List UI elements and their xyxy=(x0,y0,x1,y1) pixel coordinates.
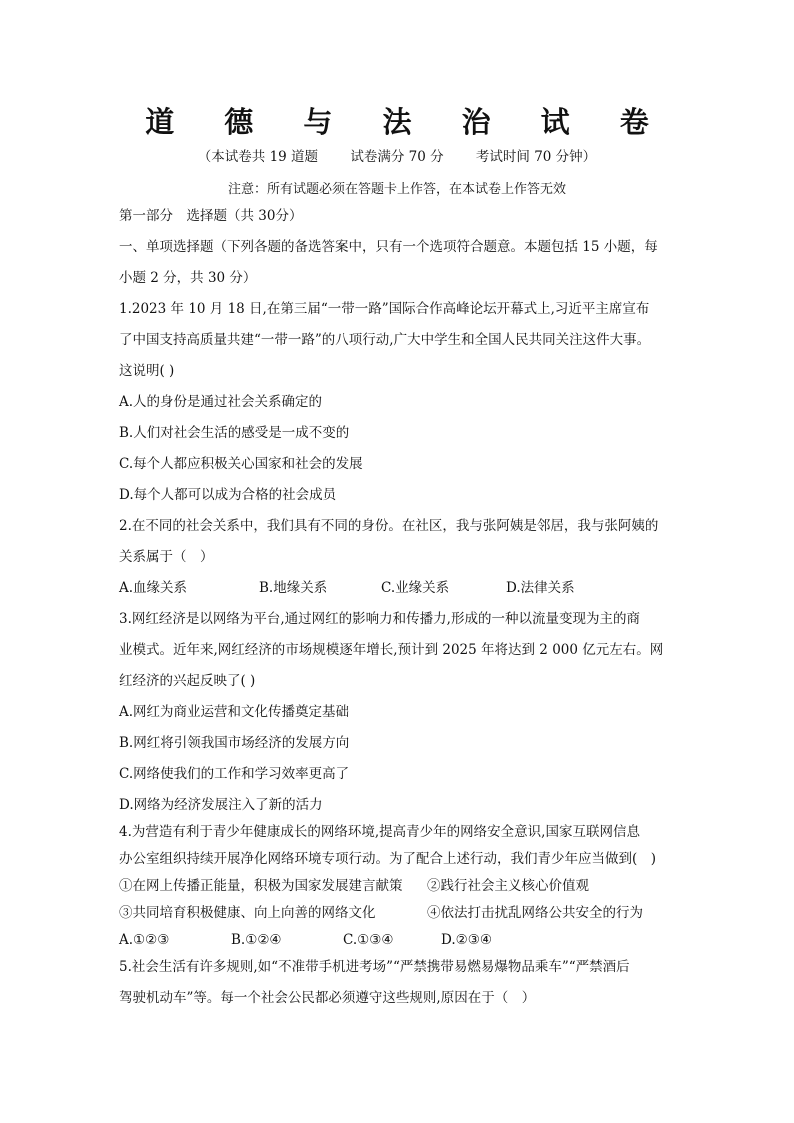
exam-notice: 注意：所有试题必须在答题卡上作答，在本试卷上作答无效 xyxy=(227,182,566,197)
q4-item-4: ④依法打击扰乱网络公共安全的行为 xyxy=(427,905,643,921)
q1-stem-line-3: 这说明( ) xyxy=(119,363,175,379)
q4-items-row-2 xyxy=(119,903,689,930)
q4-option-c: C.①③④ xyxy=(343,932,394,948)
section-heading-line-1: 一、单项选择题（下列各题的备选答案中，只有一个选项符合题意。本题包括 15 小题，每 xyxy=(119,239,658,255)
q1-option-d: D.每个人都可以成为合格的社会成员 xyxy=(119,487,337,503)
part-heading: 第一部分 选择题（共 30分） xyxy=(119,208,303,224)
q2-option-c: C.业缘关系 xyxy=(381,580,450,596)
q1-option-a: A.人的身份是通过社会关系确定的 xyxy=(119,394,323,410)
q3-option-c: C.网络使我们的工作和学习效率更高了 xyxy=(119,766,350,782)
exam-body xyxy=(119,206,689,1019)
q2-option-b: B.地缘关系 xyxy=(259,580,328,596)
q3-stem-line-2: 业模式。近年来,网红经济的市场规模逐年增长,预计到 2025 年将达到 2 000 亿元左右。网 xyxy=(119,642,664,658)
q2-stem-line-1: 2.在不同的社会关系中，我们具有不同的身份。在社区，我与张阿姨是邻居，我与张阿姨的 xyxy=(119,518,659,534)
question-count: （本试卷共 19 道题 xyxy=(197,149,319,165)
q3-option-b: B.网红将引领我国市场经济的发展方向 xyxy=(119,735,350,751)
q5-stem-line-2: 驾驶机动车”等。每一个社会公民都必须遵守这些规则,原因在于（ ） xyxy=(119,990,536,1006)
q2-option-d: D.法律关系 xyxy=(506,580,575,596)
q4-item-1: ①在网上传播正能量，积极为国家发展建言献策 xyxy=(119,878,403,894)
section-heading-line-2: 小题 2 分，共 30 分） xyxy=(119,270,257,286)
q3-option-a: A.网红为商业运营和文化传播奠定基础 xyxy=(119,704,350,720)
exam-duration: 考试时间 70 分钟） xyxy=(475,149,597,165)
q2-option-a: A.血缘关系 xyxy=(119,580,188,596)
q4-option-a: A.①②③ xyxy=(119,932,170,948)
q3-stem-line-1: 3.网红经济是以网络为平台,通过网红的影响力和传播力,形成的一种以流量变现为主的商 xyxy=(119,611,640,627)
q4-option-d: D.②③④ xyxy=(441,932,492,948)
q1-option-b: B.人们对社会生活的感受是一成不变的 xyxy=(119,425,350,441)
exam-info xyxy=(0,145,794,165)
q3-option-d: D.网络为经济发展注入了新的活力 xyxy=(119,797,323,813)
q3-stem-line-3: 红经济的兴起反映了( ) xyxy=(119,673,256,689)
q4-option-b: B.①②④ xyxy=(231,932,282,948)
q2-stem-line-2: 关系属于（ ） xyxy=(119,549,214,565)
q1-option-c: C.每个人都应积极关心国家和社会的发展 xyxy=(119,456,363,472)
q1-stem-line-2: 了中国支持高质量共建“一带一路”的八项行动,广大中学生和全国人民共同关注这件大事。 xyxy=(119,332,651,348)
q5-stem-line-1: 5.社会生活有许多规则,如“不准带手机进考场”“严禁携带易燃易爆物品乘车”“严禁酒后 xyxy=(119,959,630,975)
full-score: 试卷满分 70 分 xyxy=(350,149,444,165)
q4-options xyxy=(119,930,689,957)
q4-items-row-1 xyxy=(119,876,689,903)
q4-stem-line-2: 办公室组织持续开展净化网络环境专项行动。为了配合上述行动，我们青少年应当做到( ) xyxy=(119,851,657,867)
q1-stem-line-1: 1.2023 年 10 月 18 日,在第三届“一带一路”国际合作高峰论坛开幕式上,习近平主席宣布 xyxy=(119,301,650,317)
exam-title: 道 德 与 法 治 试 卷 xyxy=(145,105,669,139)
q4-item-3: ③共同培育积极健康、向上向善的网络文化 xyxy=(119,905,376,921)
q4-stem-line-1: 4.为营造有利于青少年健康成长的网络环境,提高青少年的网络安全意识,国家互联网信息 xyxy=(119,824,640,840)
q2-options xyxy=(119,578,689,609)
q4-item-2: ②践行社会主义核心价值观 xyxy=(427,878,589,894)
